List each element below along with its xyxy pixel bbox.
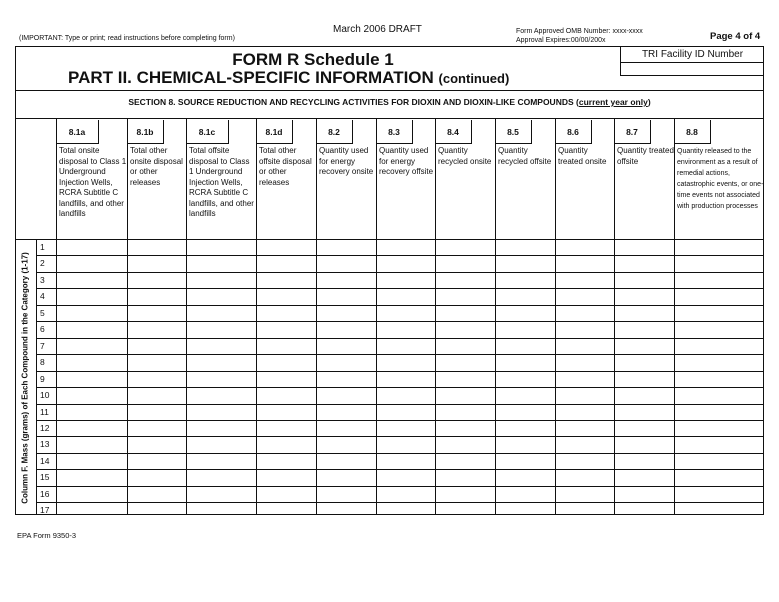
input-cell[interactable]	[128, 487, 185, 501]
input-cell[interactable]	[675, 289, 763, 303]
section-text: SECTION 8. SOURCE REDUCTION AND RECYCLING ACTIVITIES FOR DIOXIN AND DIOXIN-LIKE COMPOUNDS (	[128, 97, 579, 107]
input-cell[interactable]	[496, 503, 554, 517]
input-cell[interactable]	[436, 405, 494, 419]
row-number: 14	[40, 455, 50, 466]
input-cell[interactable]	[128, 273, 185, 287]
input-cell[interactable]	[257, 339, 315, 353]
divider-title	[15, 90, 764, 91]
input-cell[interactable]	[128, 289, 185, 303]
row-number: 7	[40, 340, 45, 351]
input-cell[interactable]	[556, 322, 613, 336]
column-code-8-8: 8.8	[674, 120, 711, 144]
approval-expires: Approval Expires:00/00/200x	[516, 37, 606, 44]
input-cell[interactable]	[128, 339, 185, 353]
input-cell[interactable]	[257, 273, 315, 287]
input-cell[interactable]	[615, 388, 673, 402]
omb-number: Form Approved OMB Number: xxxx-xxxx	[516, 28, 643, 35]
input-cell[interactable]	[317, 470, 375, 484]
omb-info	[516, 27, 643, 45]
input-cell[interactable]	[377, 355, 434, 369]
input-cell[interactable]	[556, 388, 613, 402]
input-cell[interactable]	[496, 322, 554, 336]
input-cell[interactable]	[556, 405, 613, 419]
input-cell[interactable]	[257, 487, 315, 501]
column-description: Total other offsite disposal or other releases	[259, 146, 312, 187]
input-cell[interactable]	[377, 256, 434, 270]
input-cell[interactable]	[675, 388, 763, 402]
row-number: 4	[40, 291, 45, 302]
input-cell[interactable]	[317, 487, 375, 501]
input-cell[interactable]	[436, 256, 494, 270]
input-cell[interactable]	[128, 355, 185, 369]
input-cell[interactable]	[187, 487, 255, 501]
row-number: 5	[40, 307, 45, 318]
input-cell[interactable]	[496, 454, 554, 468]
input-cell[interactable]	[675, 256, 763, 270]
input-cell[interactable]	[615, 437, 673, 451]
input-cell[interactable]	[675, 421, 763, 435]
input-cell[interactable]	[57, 454, 126, 468]
row-number: 11	[40, 406, 49, 417]
input-cell[interactable]	[556, 470, 613, 484]
input-cell[interactable]	[187, 339, 255, 353]
input-cell[interactable]	[556, 372, 613, 386]
input-cell[interactable]	[615, 454, 673, 468]
input-cell[interactable]	[496, 405, 554, 419]
input-cell[interactable]	[317, 405, 375, 419]
input-cell[interactable]	[377, 405, 434, 419]
input-cell[interactable]	[436, 454, 494, 468]
input-cell[interactable]	[556, 306, 613, 320]
input-cell[interactable]	[675, 405, 763, 419]
part-title-main: PART II. CHEMICAL-SPECIFIC INFORMATION	[68, 68, 434, 87]
input-cell[interactable]	[57, 306, 126, 320]
column-description: Total other onsite disposal or other releases	[130, 146, 183, 187]
column-description: Quantity released to the environment as a result of remedial actions, catastrophic events, or one-time events not associated with production processes	[677, 148, 764, 210]
input-cell[interactable]	[187, 454, 255, 468]
input-cell[interactable]	[187, 355, 255, 369]
input-cell[interactable]	[615, 405, 673, 419]
column-description: Quantity treated offsite	[617, 146, 674, 166]
input-cell[interactable]	[436, 372, 494, 386]
input-cell[interactable]	[675, 306, 763, 320]
row-number: 12	[40, 422, 50, 433]
input-cell[interactable]	[496, 437, 554, 451]
tri-facility-id-field[interactable]	[622, 63, 762, 75]
input-cell[interactable]	[496, 339, 554, 353]
input-cell[interactable]	[436, 355, 494, 369]
column-code-8-1d: 8.1d	[256, 120, 293, 144]
input-cell[interactable]	[257, 437, 315, 451]
input-cell[interactable]	[675, 273, 763, 287]
input-cell[interactable]	[377, 421, 434, 435]
input-cell[interactable]	[57, 372, 126, 386]
input-cell[interactable]	[57, 421, 126, 435]
input-cell[interactable]	[187, 421, 255, 435]
column-code-8-6: 8.6	[555, 120, 592, 144]
input-cell[interactable]	[187, 372, 255, 386]
input-cell[interactable]	[187, 405, 255, 419]
input-cell[interactable]	[436, 306, 494, 320]
input-cell[interactable]	[377, 454, 434, 468]
input-cell[interactable]	[128, 405, 185, 419]
input-cell[interactable]	[496, 372, 554, 386]
input-cell[interactable]	[436, 503, 494, 517]
column-description: Quantity recycled onsite	[438, 146, 492, 166]
input-cell[interactable]	[187, 289, 255, 303]
input-cell[interactable]	[675, 240, 763, 254]
column-description: Quantity used for energy recovery onsite	[319, 146, 374, 176]
input-cell[interactable]	[128, 240, 185, 254]
input-cell[interactable]	[187, 256, 255, 270]
input-cell[interactable]	[675, 322, 763, 336]
input-cell[interactable]	[128, 306, 185, 320]
input-cell[interactable]	[377, 388, 434, 402]
input-cell[interactable]	[496, 273, 554, 287]
input-cell[interactable]	[57, 339, 126, 353]
input-cell[interactable]	[556, 487, 613, 501]
input-cell[interactable]	[317, 256, 375, 270]
input-cell[interactable]	[556, 503, 613, 517]
row-number: 15	[40, 472, 50, 483]
column-code-8-1c: 8.1c	[186, 120, 229, 144]
input-cell[interactable]	[187, 437, 255, 451]
input-cell[interactable]	[317, 421, 375, 435]
input-cell[interactable]	[317, 240, 375, 254]
input-cell[interactable]	[187, 322, 255, 336]
input-cell[interactable]	[377, 470, 434, 484]
input-cell[interactable]	[496, 256, 554, 270]
input-cell[interactable]	[128, 454, 185, 468]
input-cell[interactable]	[556, 273, 613, 287]
input-cell[interactable]	[57, 405, 126, 419]
page-number: Page 4 of 4	[710, 31, 761, 42]
input-cell[interactable]	[377, 503, 434, 517]
input-cell[interactable]	[128, 388, 185, 402]
input-cell[interactable]	[436, 322, 494, 336]
input-cell[interactable]	[615, 289, 673, 303]
part-title	[68, 68, 509, 88]
input-cell[interactable]	[556, 437, 613, 451]
input-cell[interactable]	[556, 289, 613, 303]
input-cell[interactable]	[615, 306, 673, 320]
input-cell[interactable]	[128, 503, 185, 517]
input-cell[interactable]	[436, 240, 494, 254]
input-cell[interactable]	[556, 339, 613, 353]
important-note: (IMPORTANT: Type or print; read instructions before completing form)	[19, 35, 235, 42]
input-cell[interactable]	[317, 503, 375, 517]
section-close: )	[647, 97, 651, 107]
input-cell[interactable]	[257, 355, 315, 369]
input-cell[interactable]	[496, 355, 554, 369]
input-cell[interactable]	[556, 256, 613, 270]
input-cell[interactable]	[556, 355, 613, 369]
input-cell[interactable]	[615, 487, 673, 501]
input-cell[interactable]	[57, 273, 126, 287]
input-cell[interactable]	[187, 273, 255, 287]
input-cell[interactable]	[187, 388, 255, 402]
input-cell[interactable]	[257, 289, 315, 303]
input-cell[interactable]	[675, 487, 763, 501]
column-code-8-2: 8.2	[316, 120, 353, 144]
row-number: 2	[40, 258, 45, 269]
input-cell[interactable]	[496, 306, 554, 320]
input-cell[interactable]	[377, 306, 434, 320]
column-code-8-5: 8.5	[495, 120, 532, 144]
column-code-8-3: 8.3	[376, 120, 413, 144]
section-heading	[15, 97, 764, 107]
input-cell[interactable]	[377, 273, 434, 287]
input-cell[interactable]	[615, 470, 673, 484]
input-cell[interactable]	[675, 503, 763, 517]
input-cell[interactable]	[615, 355, 673, 369]
input-cell[interactable]	[436, 487, 494, 501]
input-cell[interactable]	[496, 421, 554, 435]
tri-facility-id-label: TRI Facility ID Number	[621, 48, 764, 63]
input-cell[interactable]	[615, 372, 673, 386]
input-cell[interactable]	[317, 322, 375, 336]
input-cell[interactable]	[436, 289, 494, 303]
input-cell[interactable]	[675, 372, 763, 386]
column-description: Quantity used for energy recovery offsite	[379, 146, 434, 176]
input-cell[interactable]	[317, 372, 375, 386]
input-cell[interactable]	[377, 240, 434, 254]
input-cell[interactable]	[128, 470, 185, 484]
input-cell[interactable]	[128, 421, 185, 435]
input-cell[interactable]	[496, 240, 554, 254]
input-cell[interactable]	[615, 339, 673, 353]
input-cell[interactable]	[57, 355, 126, 369]
column-code-8-1b: 8.1b	[127, 120, 164, 144]
input-cell[interactable]	[496, 470, 554, 484]
input-cell[interactable]	[675, 454, 763, 468]
input-cell[interactable]	[436, 437, 494, 451]
input-cell[interactable]	[257, 405, 315, 419]
input-cell[interactable]	[57, 470, 126, 484]
input-cell[interactable]	[257, 454, 315, 468]
input-cell[interactable]	[57, 437, 126, 451]
input-cell[interactable]	[317, 306, 375, 320]
input-cell[interactable]	[257, 372, 315, 386]
input-cell[interactable]	[615, 240, 673, 254]
input-cell[interactable]	[257, 322, 315, 336]
input-cell[interactable]	[675, 355, 763, 369]
input-cell[interactable]	[615, 322, 673, 336]
row-number: 8	[40, 357, 45, 368]
input-cell[interactable]	[257, 421, 315, 435]
draft-label: March 2006 DRAFT	[333, 24, 422, 35]
input-cell[interactable]	[187, 503, 255, 517]
row-axis-label	[10, 240, 40, 515]
input-cell[interactable]	[436, 421, 494, 435]
input-cell[interactable]	[436, 388, 494, 402]
column-description: Quantity recycled offsite	[498, 146, 552, 166]
input-cell[interactable]	[317, 339, 375, 353]
row-number: 3	[40, 274, 45, 285]
column-code-8-1a: 8.1a	[56, 120, 99, 144]
row-axis-label-text: Column F. Mass (grams) of Each Compound in the Category (1-17)	[20, 251, 30, 504]
input-cell[interactable]	[317, 454, 375, 468]
input-cell[interactable]	[436, 273, 494, 287]
input-cell[interactable]	[496, 388, 554, 402]
input-cell[interactable]	[257, 256, 315, 270]
input-cell[interactable]	[377, 487, 434, 501]
input-cell[interactable]	[317, 437, 375, 451]
input-cell[interactable]	[556, 240, 613, 254]
input-cell[interactable]	[377, 339, 434, 353]
column-description: Quantity treated onsite	[558, 146, 607, 166]
input-cell[interactable]	[257, 306, 315, 320]
column-code-8-4: 8.4	[435, 120, 472, 144]
form-title: FORM R Schedule 1	[232, 50, 394, 69]
input-cell[interactable]	[496, 289, 554, 303]
input-cell[interactable]	[317, 289, 375, 303]
input-cell[interactable]	[317, 273, 375, 287]
input-cell[interactable]	[57, 240, 126, 254]
input-cell[interactable]	[556, 421, 613, 435]
input-cell[interactable]	[615, 273, 673, 287]
row-number: 13	[40, 439, 50, 450]
input-cell[interactable]	[57, 256, 126, 270]
input-cell[interactable]	[675, 339, 763, 353]
input-cell[interactable]	[187, 240, 255, 254]
input-cell[interactable]	[496, 487, 554, 501]
input-cell[interactable]	[128, 437, 185, 451]
input-cell[interactable]	[377, 322, 434, 336]
input-cell[interactable]	[615, 256, 673, 270]
input-cell[interactable]	[257, 240, 315, 254]
input-cell[interactable]	[257, 470, 315, 484]
input-cell[interactable]	[675, 470, 763, 484]
input-cell[interactable]	[615, 421, 673, 435]
row-number: 10	[40, 390, 50, 401]
input-cell[interactable]	[377, 372, 434, 386]
input-cell[interactable]	[57, 289, 126, 303]
part-title-suffix: (continued)	[438, 71, 510, 86]
column-code-8-7: 8.7	[614, 120, 651, 144]
input-cell[interactable]	[615, 503, 673, 517]
input-cell[interactable]	[377, 289, 434, 303]
form-number: EPA Form 9350-3	[17, 531, 77, 540]
input-cell[interactable]	[556, 454, 613, 468]
input-cell[interactable]	[257, 503, 315, 517]
input-cell[interactable]	[57, 322, 126, 336]
input-cell[interactable]	[317, 355, 375, 369]
input-cell[interactable]	[436, 339, 494, 353]
input-cell[interactable]	[257, 388, 315, 402]
row-number: 1	[40, 242, 45, 252]
column-description: Total onsite disposal to Class 1 Underground Injection Wells, RCRA Subtitle C landfills, and other landfills	[59, 146, 127, 218]
input-cell[interactable]	[675, 437, 763, 451]
input-cell[interactable]	[317, 388, 375, 402]
input-cell[interactable]	[128, 372, 185, 386]
row-number: 6	[40, 324, 45, 335]
row-number: 9	[40, 373, 45, 384]
input-cell[interactable]	[57, 487, 126, 501]
section-qualifier: current year only	[578, 97, 648, 107]
input-cell[interactable]	[436, 470, 494, 484]
input-cell[interactable]	[187, 306, 255, 320]
input-cell[interactable]	[187, 470, 255, 484]
input-cell[interactable]	[377, 437, 434, 451]
input-cell[interactable]	[128, 322, 185, 336]
input-cell[interactable]	[57, 388, 126, 402]
column-description: Total offsite disposal to Class 1 Underground Injection Wells, RCRA Subtitle C landfills, and other landfills	[189, 146, 254, 218]
row-number: 17	[40, 505, 50, 516]
input-cell[interactable]	[57, 503, 126, 517]
input-cell[interactable]	[128, 256, 185, 270]
row-number: 16	[40, 488, 50, 499]
